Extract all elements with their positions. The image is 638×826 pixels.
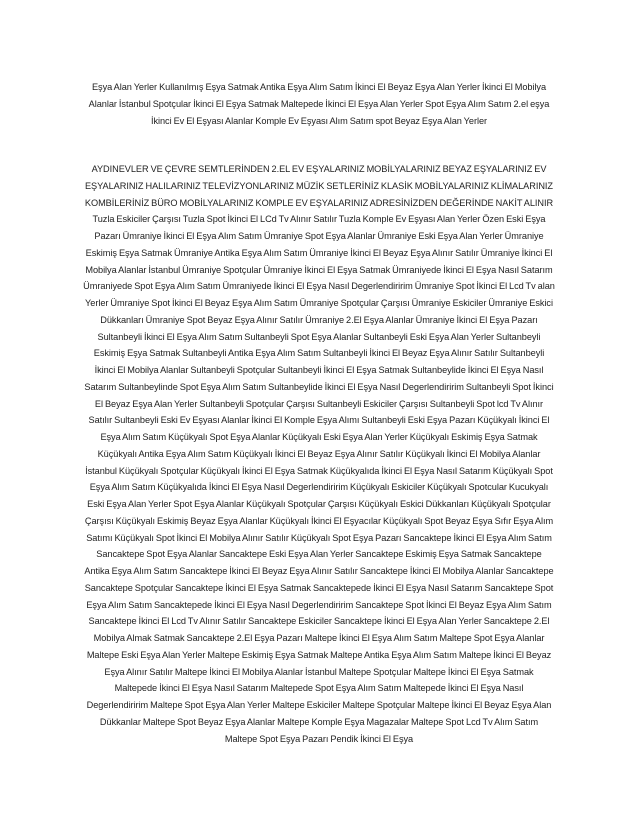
body-paragraph: AYDINEVLER VE ÇEVRE SEMTLERİNDEN 2.EL EV EŞYALARINIZ MOBİLYALARINIZ BEYAZ EŞYALARINIZ EV EŞYALARINIZ HALILARINIZ TELEVİZYONLARINIZ MÜZİK SETLERİNİZ KLASİK MOBİLYALARINIZ KLİMALARINIZ KOMBİLERİNİZ BÜRO MOBİLYALARINIZ KOMPLE EV EŞYALARINIZ ADRESİNİZDEN DEĞERİNDE NAKİT ALINIR Tuzla Eskiciler Çarşısı Tuzla Spot İkinci El LCd Tv Alınır Satılır Tuzla Komple Ev Eşyası Alan Yerler Özen Eski Eşya Pazarı Ümraniye İkinci El Eşya Alım Satım Ümraniye Spot Eşya Alanlar Ümraniye Eski Eşya Alan Yerler Ümraniye Eskimiş Eşya Satmak Ümraniye Antika Eşya Alım Satım Ümraniye İkinci El Beyaz Eşya Alınır Satılır Ümraniye İkinci El Mobilya Alanlar İstanbul Ümraniye Spotçular Ümraniye İkinci El Eşya Satmak Ümraniyede İkinci El Eşya Nasıl Satarım Ümraniyede Spot Eşya Alım Satım Ümraniyede İkinci El Eşya Nasıl Degerlendiririm Ümraniye Spot İkinci El Lcd Tv alan Yerler Ümraniye Spot İkinci El Beyaz Eşya Alım Satım Ümraniye Spotçular Çarşısı Ümraniye Eskiciler Ümraniye Eskici Dükkanları Ümraniye Spot Beyaz Eşya Alınır Satılır Ümraniye 2.El Eşya Alanlar Ümraniye İkinci El Eşya Pazarı Sultanbeyli İkinci El Eşya Alım Satım Sultanbeyli Spot Eşya Alanlar Sultanbeyli Eski Eşya Alan Yerler Sultanbeyli Eskimiş Eşya Satmak Sultanbeyli Antika Eşya Alım Satım Sultanbeyli İkinci El Beyaz Eşya Alınır Satılır Sultanbeyli İkinci El Mobilya Alanlar Sultanbeyli Spotçular Sultanbeyli İkinci El Eşya Satmak Sultanbeylide İkinci El Eşya Nasıl Satarım Sultanbeylinde Spot Eşya Alım Satım Sultanbeylide İkinci El Eşya Nasıl Degerlendiririm Sultanbeyli Spot İkinci El Beyaz Eşya Alan Yerler Sultanbeyli Spotçular Çarşısı Sultanbeyli Eskiciler Çarşısı Sultanbeyli Spot lcd Tv Alınır Satılır Sultanbeyli Eski Ev Eşyası Alanlar İkinci El Komple Eşya Alımı Sultanbeyli Eski Eşya Pazarı Küçükyalı İkinci El Eşya Alım Satım Küçükyalı Spot Eşya Alanlar Küçükyalı Eski Eşya Alan Yerler Küçükyalı Eskimiş Eşya Satmak Küçükyalı Antika Eşya Alım Satım Küçükyalı İkinci El Beyaz Eşya Alınır Satılır Küçükyalı İkinci El Mobilya Alanlar İstanbul Küçükyalı Spotçular Küçükyalı İkinci El Eşya Satmak Küçükyalıda İkinci El Eşya Nasıl Satarım Küçükyalı Spot Eşya Alım Satım Küçükyalıda İkinci El Eşya Nasıl Degerlendiririm Küçükyalı Eskiciler Küçükyalı Spotcular Kucukyalı Eski Eşya Alan Yerler Spot Eşya Alanlar Küçükyalı Spotçular Çarşısı Küçükyalı Eskici Dükkanları Küçükyalı Spotçular Çarşısı Küçükyalı Eskimiş Beyaz Eşya Alanlar Küçükyalı İkinci El Eşyacılar Küçükyalı Spot Beyaz Eşya Sıfır Eşya Alım Satımı Küçükyalı Spot İkinci El Mobilya Alınır Satılır Küçükyalı Spot Eşya Pazarı Sancaktepe İkinci El Eşya Alım Satım Sancaktepe Spot Eşya Alanlar Sancaktepe Eski Eşya Alan Yerler Sancaktepe Eskimiş Eşya Satmak Sancaktepe Antika Eşya Alım Satım Sancaktepe İkinci El Beyaz Eşya Alınır Satılır Sancaktepe İkinci El Mobilya Alanlar Sancaktepe Sancaktepe Spotçular Sancaktepe İkinci El Eşya Satmak Sancaktepede İkinci El Eşya Nasıl Satarım Sancaktepe Spot Eşya Alım Satım Sancaktepede İkinci El Eşya Nasıl Degerlendiririm Sancaktepe Spot İkinci El Beyaz Eşya Alım Satım Sancaktepe İkinci El Lcd Tv Alınır Satılır Sancaktepe Eskiciler Sancaktepe İkinci El Eşya Alan Yerler Sancaktepe 2.El Mobilya Almak Satmak Sancaktepe 2.El Eşya Pazarı Maltepe İkinci El Eşya Alım Satım Maltepe Spot Eşya Alanlar Maltepe Eski Eşya Alan Yerler Maltepe Eskimiş Eşya Satmak Maltepe Antika Eşya Alım Satım Maltepe İkinci El Beyaz Eşya Alınır Satılır Maltepe İkinci El Mobilya Alanlar İstanbul Maltepe Spotçular Maltepe İkinci El Eşya Satmak Maltepede İkinci El Eşya Nasıl Satarım Maltepede Spot Eşya Alım Satım Maltepede İkinci El Eşya Nasıl Degerlendiririm Maltepe Spot Eşya Alan Yerler Maltepe Eskiciler Maltepe Spotçular Maltepe İkinci El Beyaz Eşya Alan Dükkanlar Maltepe Spot Beyaz Eşya Alanlar Maltepe Komple Eşya Magazalar Maltepe Spot Lcd Tv Alım Satım Maltepe Spot Eşya Pazarı Pendik İkinci El Eşya [83,164,555,744]
intro-paragraph: Eşya Alan Yerler Kullanılmış Eşya Satmak Antika Eşya Alım Satım İkinci El Beyaz Eşya Alan Yerler İkinci El Mobilya Alanlar İstanbul Spotçular İkinci El Eşya Satmak Maltepede İkinci El Eşya Alan Yerler Spot Eşya Alım Satım 2.el eşya İkinci Ev El Eşyası Alanlar Komple Ev Eşyası Alım Satım spot Beyaz Eşya Alan Yerler [88,82,550,126]
